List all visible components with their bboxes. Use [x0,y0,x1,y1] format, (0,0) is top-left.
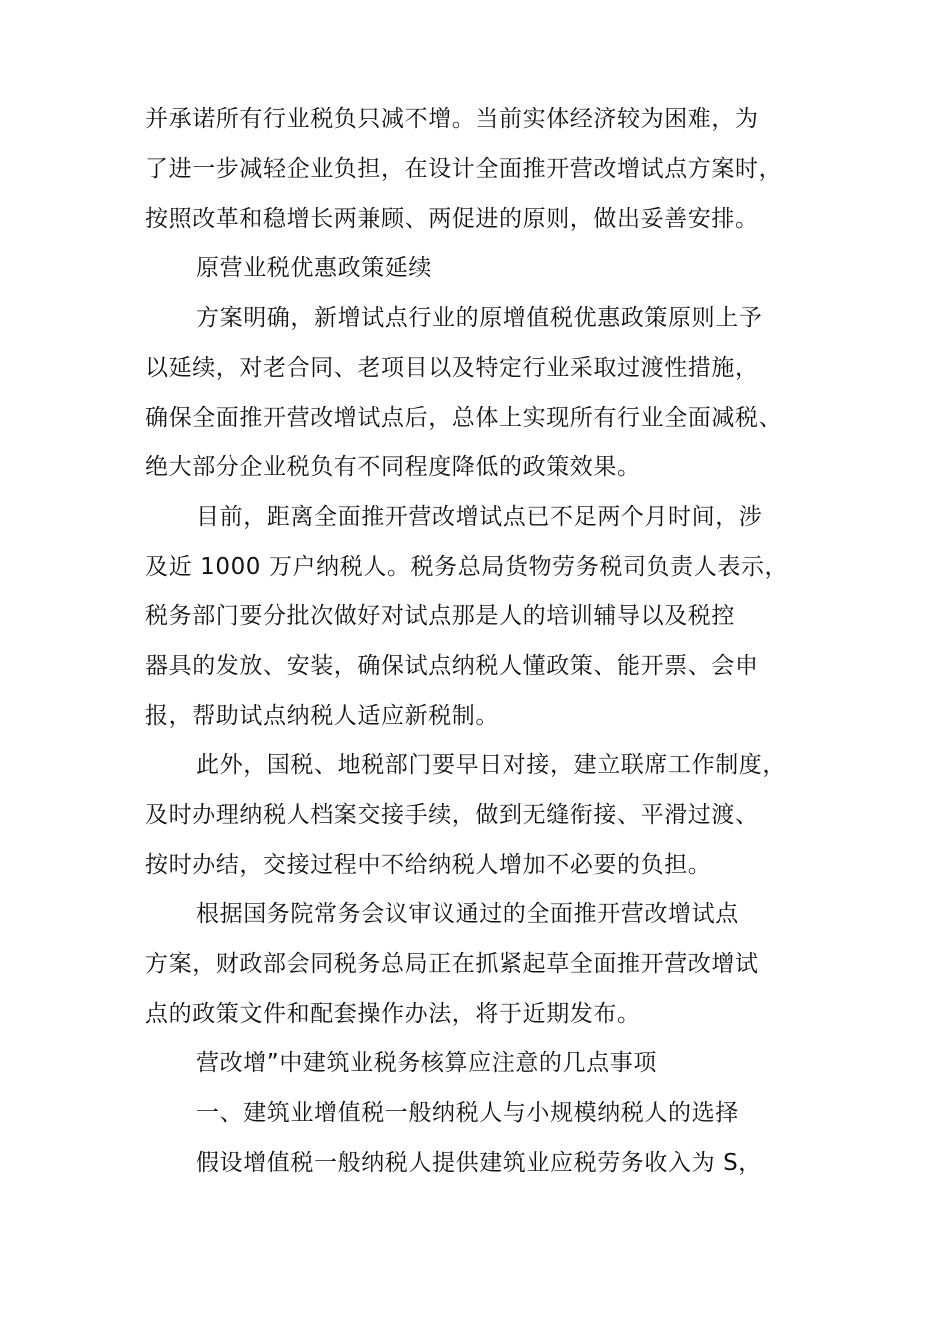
text-line: 根据国务院常务会议审议通过的全面推开营改增试点 [196,901,739,927]
text-line: 假设增值税一般纳税人提供建筑业应税劳务收入为 S， [196,1150,762,1176]
section-heading: 营改增”中建筑业税务核算应注意的几点事项 [196,1050,657,1076]
text-line: 方案明确，新增试点行业的原增值税优惠政策原则上予 [196,305,763,331]
text-line: 点的政策文件和配套操作办法，将于近期发布。 [145,1001,641,1027]
text-line: 按时办结，交接过程中不给纳税人增加不必要的负担。 [145,852,712,878]
text-line: 此外，国税、地税部门要早日对接，建立联席工作制度， [196,752,786,778]
text-line: 了进一步减轻企业负担，在设计全面推开营改增试点方案时， [145,156,783,182]
text-line: 税务部门要分批次做好对试点那是人的培训辅导以及税控 [145,603,735,629]
text-line: 并承诺所有行业税负只减不增。当前实体经济较为困难，为 [145,106,759,132]
text-line: 按照改革和稳增长两兼顾、两促进的原则，做出妥善安排。 [145,206,759,232]
section-heading: 原营业税优惠政策延续 [196,255,432,281]
text-line: 确保全面推开营改增试点后，总体上实现所有行业全面减税、 [145,405,783,431]
text-line: 目前，距离全面推开营改增试点已不足两个月时间，涉 [196,504,763,530]
text-line: 方案，财政部会同税务总局正在抓紧起草全面推开营改增试 [145,951,759,977]
text-line: 以延续，对老合同、老项目以及特定行业采取过渡性措施， [145,355,759,381]
text-line: 绝大部分企业税负有不同程度降低的政策效果。 [145,454,641,480]
text-line: 报，帮助试点纳税人适应新税制。 [145,703,499,729]
section-heading: 一、建筑业增值税一般纳税人与小规模纳税人的选择 [196,1100,739,1126]
text-line: 及近 1000 万户纳税人。税务总局货物劳务税司负责人表示， [145,554,789,580]
text-line: 器具的发放、安装，确保试点纳税人懂政策、能开票、会申 [145,653,759,679]
text-line: 及时办理纳税人档案交接手续，做到无缝衔接、平滑过渡、 [145,802,759,828]
